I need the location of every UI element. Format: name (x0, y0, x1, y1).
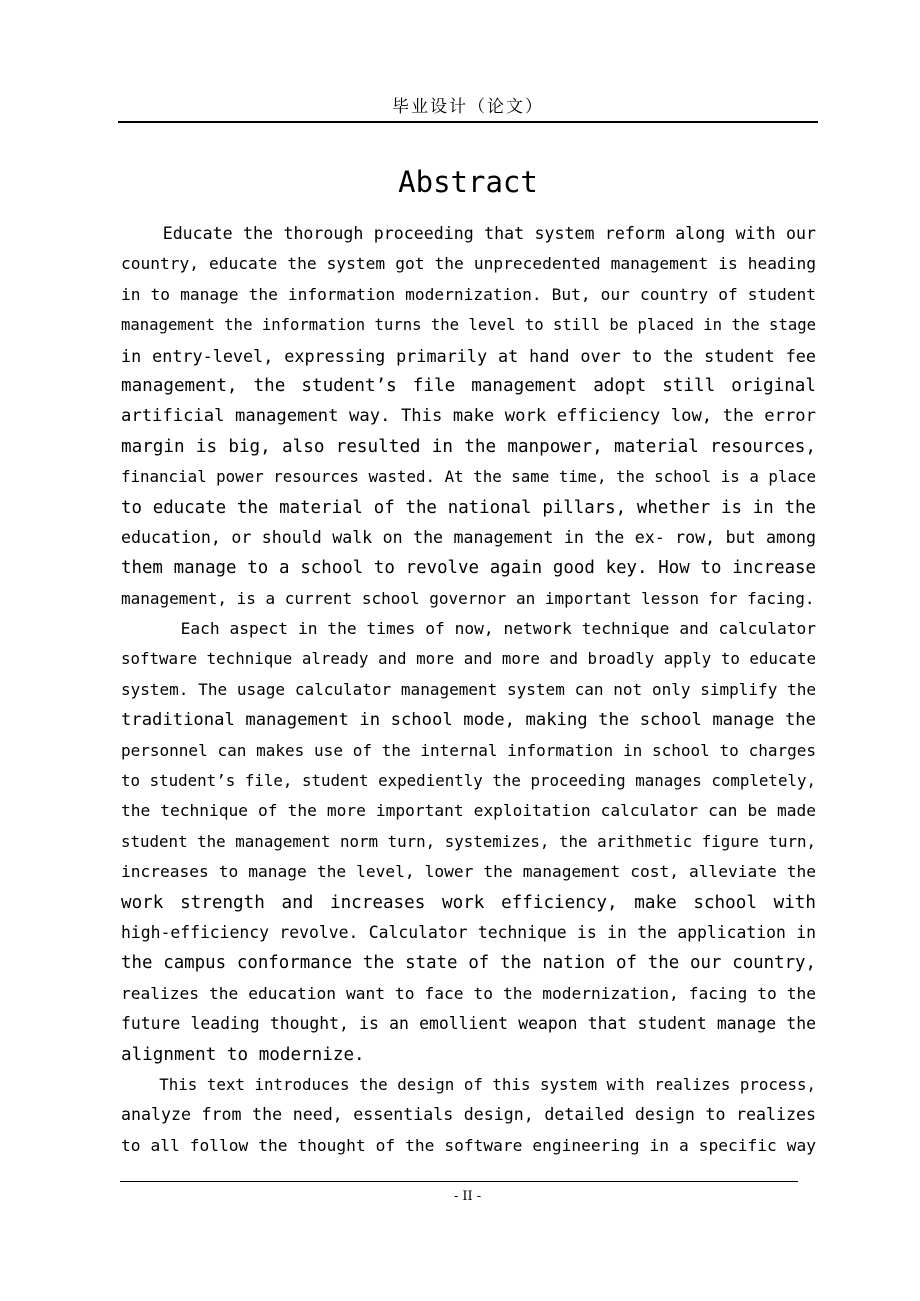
body-line: artificial management way. This make work efficiency low, the error (121, 406, 816, 427)
body-line: future leading thought, is an emollient weapon that student manage the (121, 1014, 816, 1034)
body-line: in entry-level, expressing primarily at hand over to the student fee (121, 345, 816, 366)
body-line: to student’s file, student expediently the proceeding manages completely, (121, 771, 816, 791)
body-line: This text introduces the design of this system with realizes process, (121, 1074, 816, 1094)
body-line: realizes the education want to face to the modernization, facing to the (121, 983, 816, 1003)
abstract-body (121, 219, 816, 1161)
body-line: Educate the thorough proceeding that system reform along with our (121, 224, 816, 243)
body-line: system. The usage calculator management system can not only simplify the (121, 679, 816, 699)
body-line: alignment to modernize. (121, 1044, 365, 1065)
running-header: 毕业设计（论文） (392, 97, 544, 117)
body-line: software technique already and more and more and broadly apply to educate (121, 649, 816, 669)
page-number: - II - (453, 1189, 482, 1204)
header-rule (118, 121, 818, 123)
body-line: in to manage the information modernization. But, our country of student (121, 284, 816, 304)
body-line: management, the student’s file management adopt still original (121, 375, 816, 396)
body-line: them manage to a school to revolve again good key. How to increase (121, 558, 816, 579)
body-line: country, educate the system got the unprecedented management is heading (121, 254, 816, 274)
body-line: management, is a current school governor an important lesson for facing. (121, 588, 815, 608)
body-line: Each aspect in the times of now, network technique and calculator (121, 619, 816, 639)
abstract-title: Abstract (398, 165, 538, 199)
body-line: to all follow the thought of the software engineering in a specific way (121, 1135, 816, 1155)
body-line: traditional management in school mode, making the school manage the (121, 710, 816, 731)
body-line: management the information turns the level to still be placed in the stage (121, 316, 816, 335)
body-line: work strength and increases work efficiency, make school with (121, 892, 816, 913)
body-line: increases to manage the level, lower the management cost, alleviate the (121, 862, 816, 882)
body-line: the technique of the more important exploitation calculator can be made (121, 801, 816, 821)
body-line: personnel can makes use of the internal information in school to charges (121, 740, 816, 760)
body-line: education, or should walk on the management in the ex- row, but among (121, 527, 816, 547)
body-line: student the management norm turn, systemizes, the arithmetic figure turn, (121, 831, 816, 851)
body-line: the campus conformance the state of the nation of the our country, (121, 953, 816, 974)
body-line: high-efficiency revolve. Calculator technique is in the application in (121, 922, 816, 942)
body-line: to educate the material of the national pillars, whether is in the (121, 497, 816, 518)
body-line: analyze from the need, essentials design, detailed design to realizes (121, 1105, 816, 1125)
body-line: financial power resources wasted. At the same time, the school is a place (121, 467, 816, 487)
body-line: margin is big, also resulted in the manpower, material resources, (121, 436, 816, 457)
footer-rule (120, 1181, 798, 1182)
